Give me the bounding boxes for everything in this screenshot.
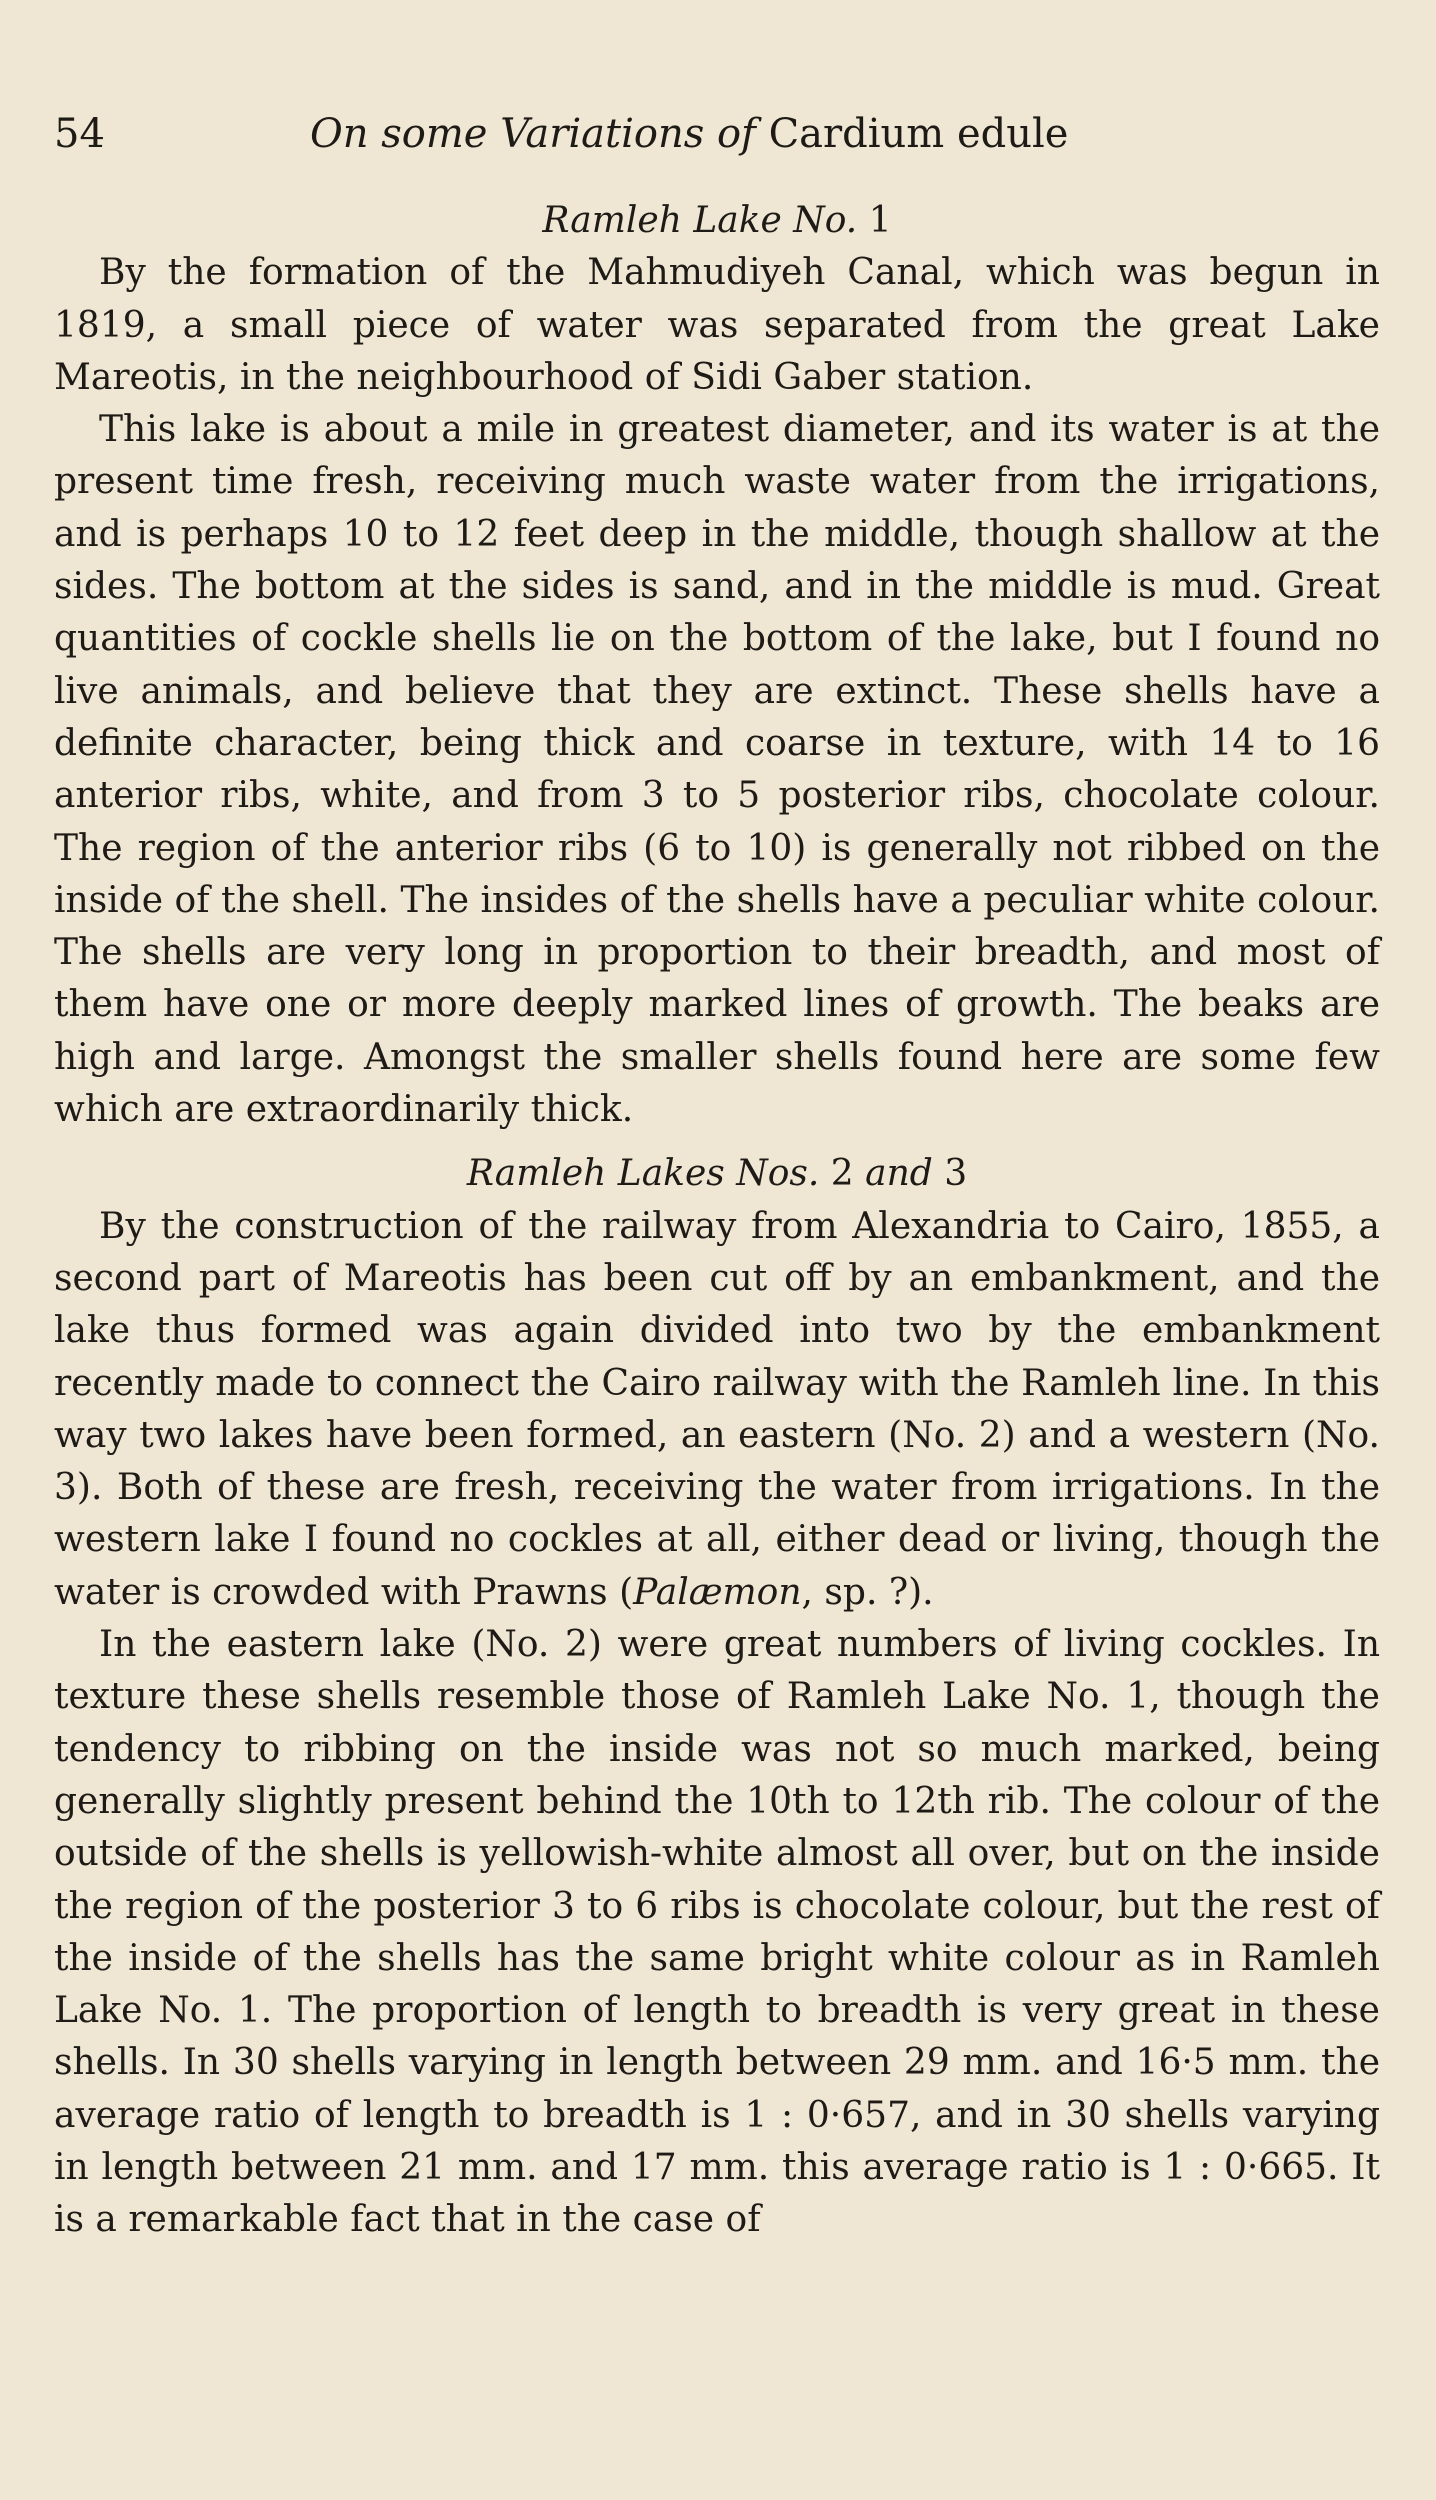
running-title [310, 104, 1068, 164]
heading-and: and [865, 1153, 933, 1195]
heading-number: 1 [857, 200, 892, 241]
paragraph-text: , sp. ?). [801, 1571, 934, 1613]
section-heading-lakes-2-3 [54, 1148, 1380, 1200]
running-title-italic: On some Variations of [310, 111, 756, 157]
heading-italic: Ramleh Lake No. [542, 200, 858, 241]
heading-number: 2 [819, 1153, 866, 1195]
body-text [54, 195, 1380, 2247]
page-number: 54 [54, 111, 105, 157]
heading-italic: Ramleh Lakes Nos. [466, 1153, 820, 1195]
paragraph-text: By the construction of the railway from Alexandria to Cairo, 1855, a second part of Mareotis has been cut off by an embankment, and the lake thus formed was again divided into two by the embankment recently made to connect the Cairo railway with the Ramleh line. In this way two lakes have been formed, an eastern (No. 2) and a western (No. 3). Both of these are fresh, receiving the water from irrigations. In the western lake I found no cockles at all, either dead or living, though the water is crowded with Prawns ( [54, 1205, 1380, 1613]
heading-number: 3 [932, 1153, 968, 1195]
paragraph [54, 1201, 1380, 1619]
paragraph: By the formation of the Mahmudiyeh Canal, which was begun in 1819, a small piece of water was separated from the great Lake Mareotis, in the neighbourhood of Sidi Gaber station. [54, 252, 1380, 398]
running-title-roman: Cardium edule [755, 111, 1069, 157]
section-heading-lake-1 [54, 195, 1380, 247]
paragraph: In the eastern lake (No. 2) were great numbers of living cockles. In texture these shells resemble those of Ramleh Lake No. 1, though the tendency to ribbing on the inside was not so much marked, being generally slightly present behind the 10th to 12th rib. The colour of the outside of the shells is yellowish-white almost all over, but on the inside the region of the posterior 3 to 6 ribs is chocolate colour, but the rest of the inside of the shells has the same bright white colour as in Ramleh Lake No. 1. The proportion of length to breadth is very great in these shells. In 30 shells varying in length between 29 mm. and 16·5 mm. the average ratio of length to breadth is 1 : 0·657, and in 30 shells varying in length between 21 mm. and 17 mm. this average ratio is 1 : 0·665. It is a remarkable fact that in the case of [54, 1624, 1380, 2241]
paragraph: This lake is about a mile in greatest diameter, and its water is at the present time fresh, receiving much waste water from the irrigations, and is perhaps 10 to 12 feet deep in the middle, though shallow at the sides. The bottom at the sides is sand, and in the middle is mud. Great quantities of cockle shells lie on the bottom of the lake, but I found no live animals, and believe that they are extinct. These shells have a definite character, being thick and coarse in texture, with 14 to 16 anterior ribs, white, and from 3 to 5 posterior ribs, chocolate colour. The region of the anterior ribs (6 to 10) is generally not ribbed on the inside of the shell. The insides of the shells have a peculiar white colour. The shells are very long in proportion to their breadth, and most of them have one or more deeply marked lines of growth. The beaks are high and large. Amongst the smaller shells found here are some few which are extraordinarily thick. [54, 409, 1380, 1131]
taxon-name: Palæmon [633, 1571, 802, 1613]
running-head [54, 104, 1384, 164]
